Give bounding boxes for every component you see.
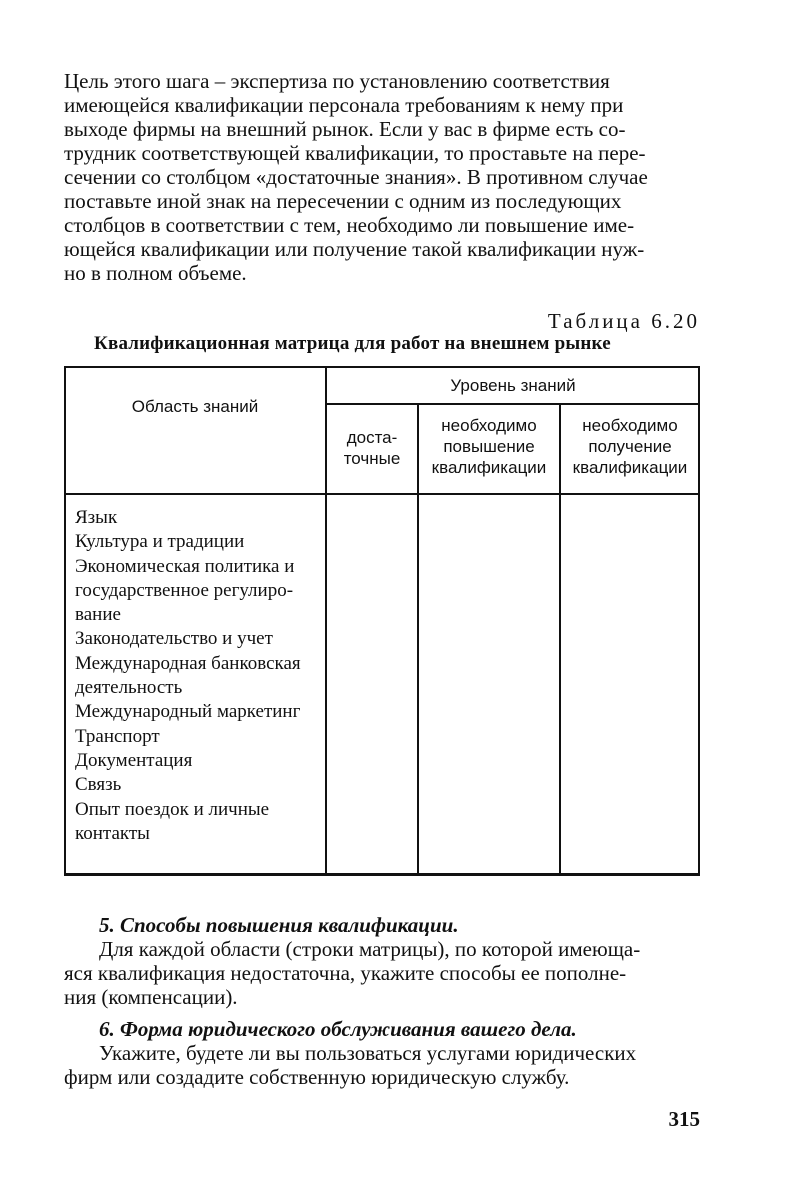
header-raise-qualification <box>418 415 560 478</box>
table-row-text: вание <box>75 604 121 626</box>
table-row-text: Язык <box>75 507 118 528</box>
text-line: имеющейся квалификации персонала требованиям к нему при <box>64 93 624 117</box>
header-obtain-qualification <box>560 415 700 478</box>
section-5-heading: 5. Способы повышения квалификации. <box>99 913 459 937</box>
table-title: Квалификационная матрица для работ на внешнем рынке <box>94 333 611 354</box>
table-border-left <box>64 366 66 876</box>
text-line: Укажите, будете ли вы пользоваться услугами юридических <box>99 1041 637 1065</box>
text-line: столбцов в соответствии с тем, необходимо ли повышение име- <box>64 213 635 237</box>
text-line: фирм или создадите собственную юридическую службу. <box>64 1065 570 1089</box>
text-line: но в полном объеме. <box>64 261 247 285</box>
header-line: необходимо <box>441 416 537 435</box>
table-row-text: Экономическая политика и <box>75 555 295 577</box>
table-row-text: Связь <box>75 774 122 796</box>
table-border-bottom <box>64 873 700 876</box>
text-line: яся квалификация недостаточна, укажите способы ее пополне- <box>64 961 627 985</box>
text-line: сечении со столбцом «достаточные знания». В противном случае <box>64 165 648 189</box>
header-line: квалификации <box>431 458 547 477</box>
header-knowledge-level: Уровень знаний <box>450 376 576 395</box>
header-line: необходимо <box>582 416 678 435</box>
table-caption: Таблица 6.20 <box>547 309 700 333</box>
section-6-paragraph <box>64 1041 700 1089</box>
header-line: получение <box>588 437 672 456</box>
section-5-paragraph <box>64 937 700 1009</box>
qualification-matrix-table <box>64 366 700 876</box>
header-line: квалификации <box>572 458 688 477</box>
table-row-text: контакты <box>75 822 150 844</box>
text-line: поставьте иной знак на пересечении с одним из последующих <box>64 189 622 213</box>
knowledge-areas-list <box>75 506 325 846</box>
table-row-text: Культура и традиции <box>75 531 245 553</box>
table-row-text: Международный маркетинг <box>75 701 301 723</box>
table-row-text: деятельность <box>75 677 183 699</box>
header-line: повышение <box>443 437 535 456</box>
header-sufficient <box>326 427 418 469</box>
text-line: ющейся квалификации или получение такой квалификации нуж- <box>64 237 645 261</box>
header-line: точные <box>343 449 401 468</box>
table-row-text: Опыт поездок и личные <box>75 798 270 820</box>
section-6-heading: 6. Форма юридического обслуживания вашего дела. <box>99 1017 577 1041</box>
table-row-text: Транспорт <box>75 725 160 747</box>
text-line: Для каждой области (строки матрицы), по которой имеюща- <box>99 937 641 961</box>
text-line: Цель этого шага – экспертиза по установлению соответствия <box>64 69 610 93</box>
text-line: трудник соответствующей квалификации, то проставьте на пере- <box>64 141 646 165</box>
table-row-text: Законодательство и учет <box>75 628 273 650</box>
header-divider <box>326 403 700 405</box>
table-border-top <box>64 366 700 368</box>
header-line: доста- <box>346 428 398 447</box>
table-row-text: Международная банковская <box>75 652 301 674</box>
text-line: ния (компенсации). <box>64 985 238 1009</box>
table-row-text: государственное регулиро- <box>75 579 294 601</box>
page-number: 315 <box>668 1107 700 1131</box>
header-knowledge-area: Область знаний <box>131 397 259 416</box>
text-line: выходе фирмы на внешний рынок. Если у вас в фирме есть со- <box>64 117 626 141</box>
intro-paragraph <box>64 69 700 285</box>
table-row-text: Документация <box>75 749 193 771</box>
header-divider <box>64 493 700 495</box>
